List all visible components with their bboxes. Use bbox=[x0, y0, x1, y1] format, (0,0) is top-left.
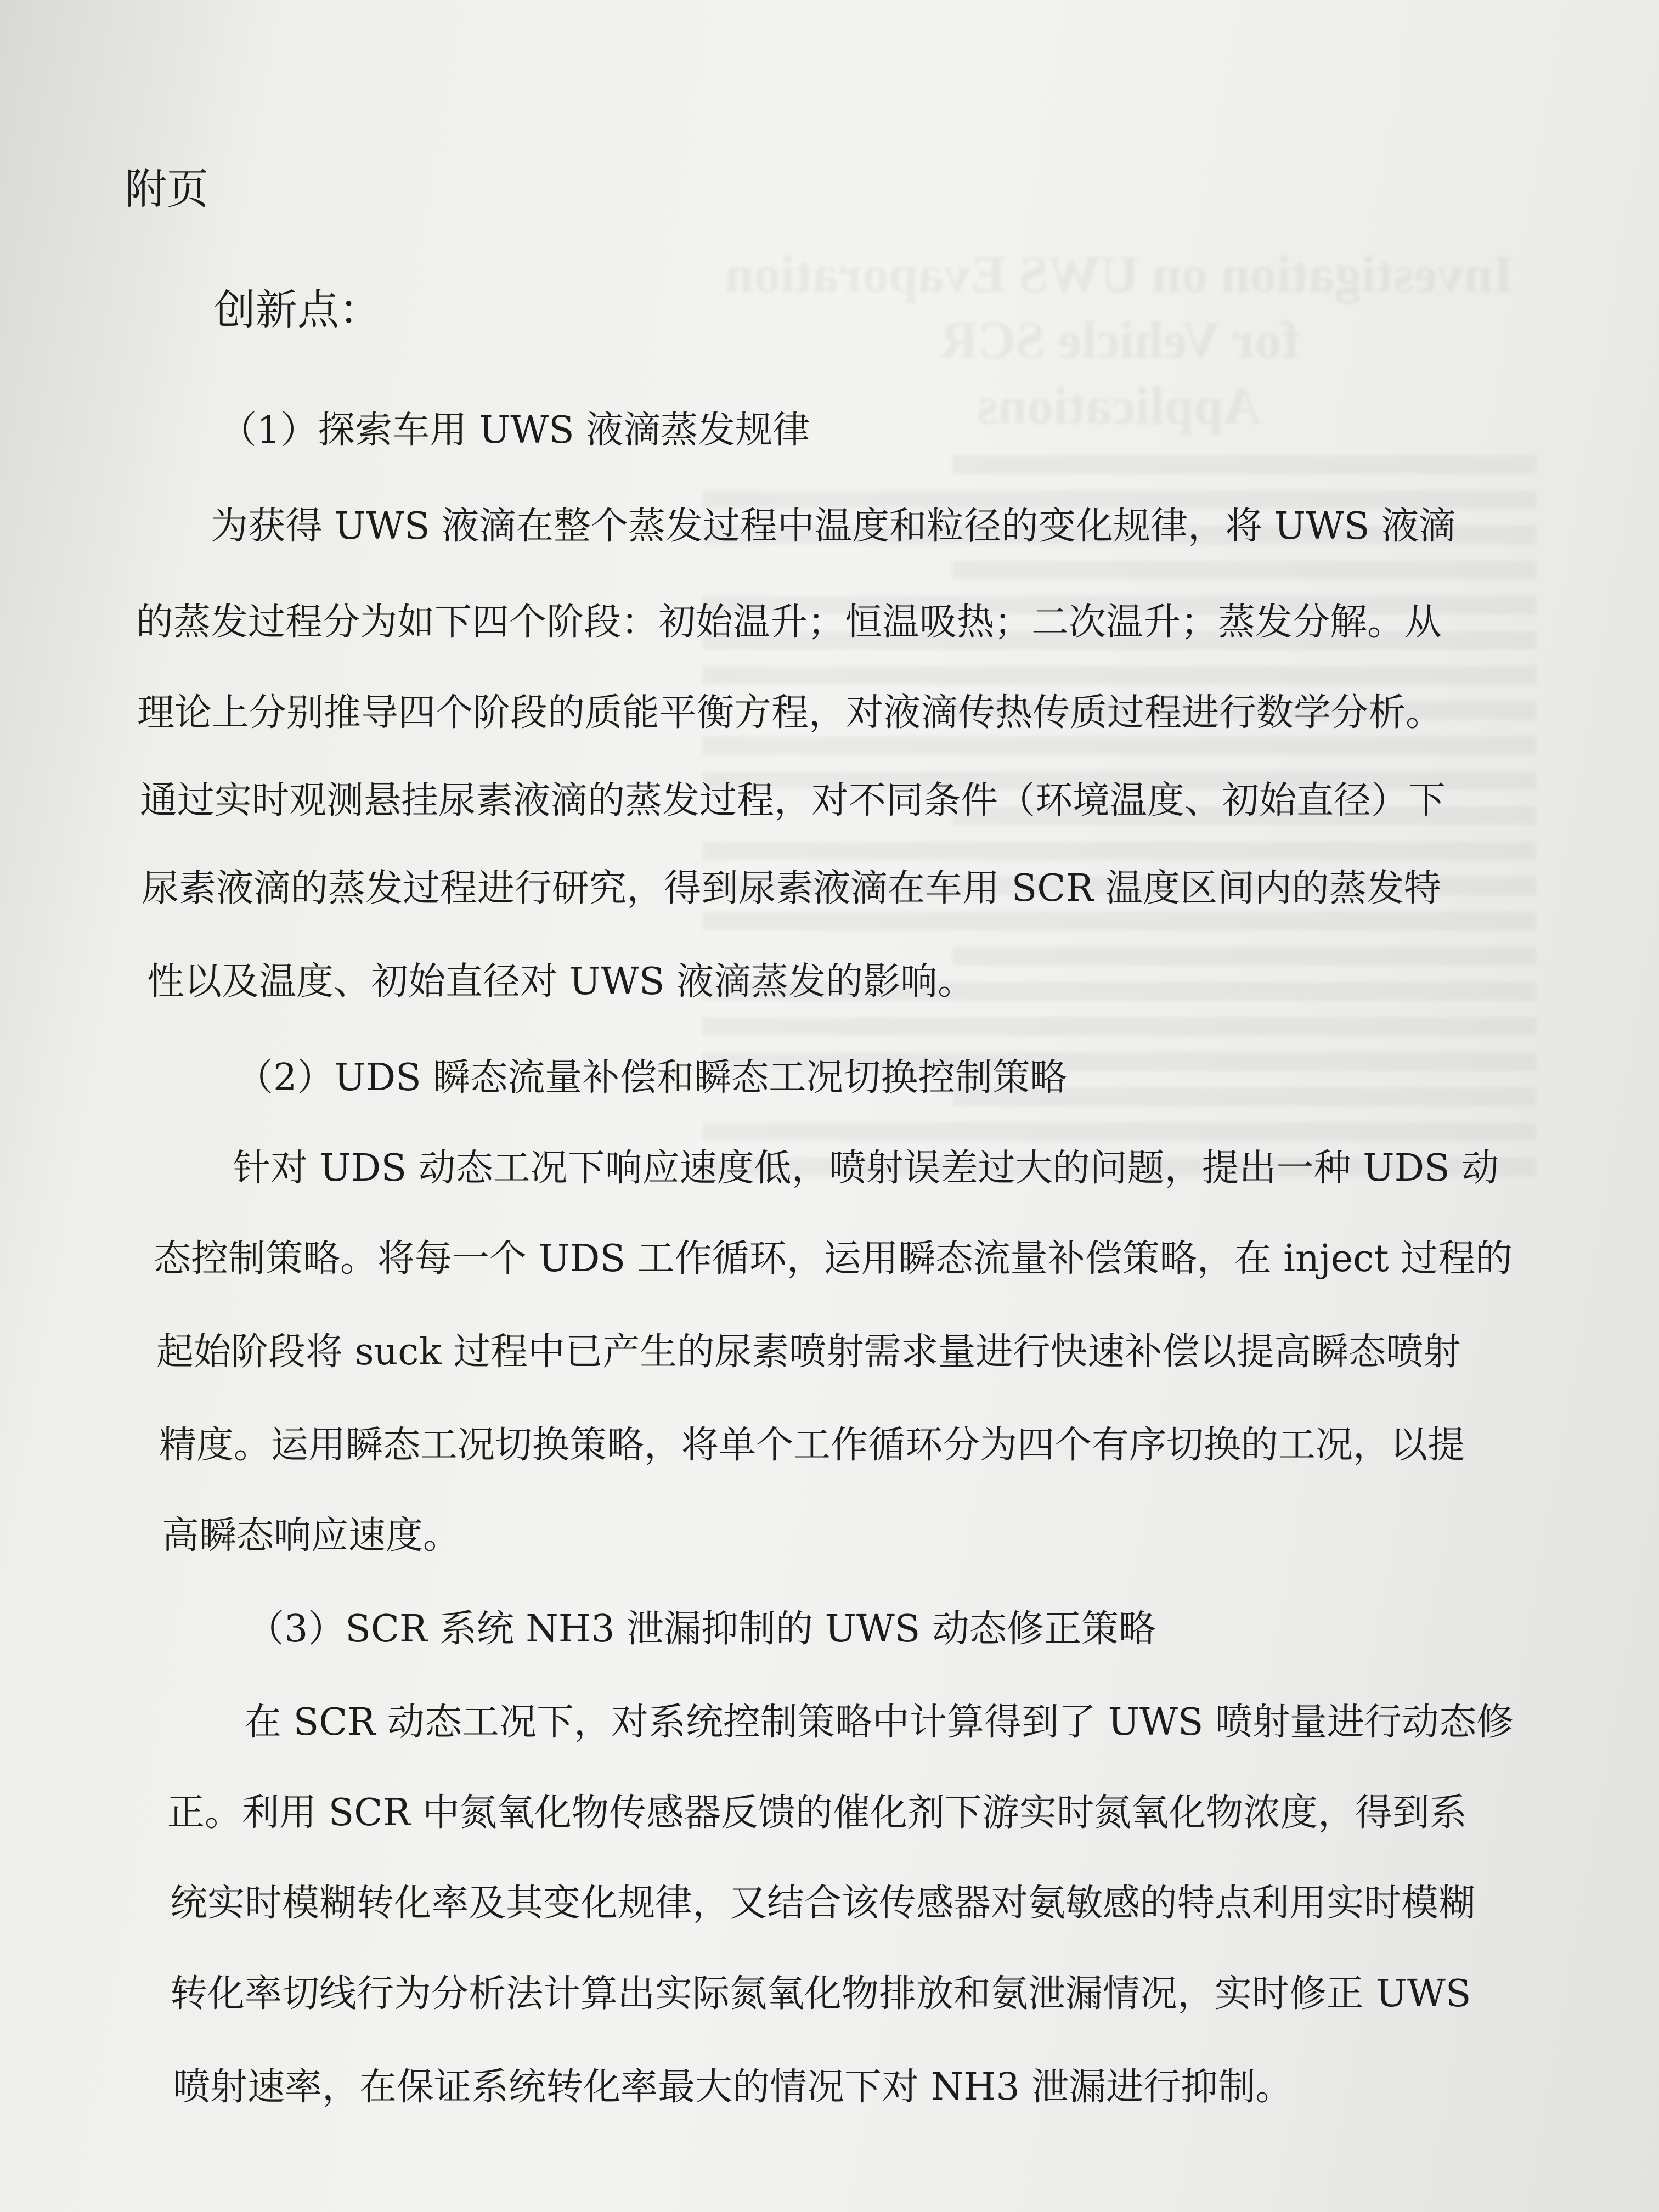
paragraph-line: 为获得 UWS 液滴在整个蒸发过程中温度和粒径的变化规律，将 UWS 液滴 bbox=[211, 505, 1457, 548]
section-title: 创新点： bbox=[214, 285, 381, 334]
show-through-text: Investigation on UWS Evaporation for Vehicle SCR Applications bbox=[702, 241, 1536, 1646]
paragraph-line: 高瞬态响应速度。 bbox=[162, 1514, 461, 1558]
paragraph-line: 态控制策略。将每一个 UDS 工作循环，运用瞬态流量补偿策略，在 inject 过程的 bbox=[154, 1237, 1513, 1280]
item-heading: （3）SCR 系统 NH3 泄漏抑制的 UWS 动态修正策略 bbox=[247, 1607, 1156, 1651]
paragraph-line: 理论上分别推导四个阶段的质能平衡方程，对液滴传热传质过程进行数学分析。 bbox=[137, 691, 1443, 735]
paragraph-line: 通过实时观测悬挂尿素液滴的蒸发过程，对不同条件（环境温度、初始直径）下 bbox=[140, 779, 1446, 822]
item-heading: （1）探索车用 UWS 液滴蒸发规律 bbox=[219, 409, 810, 452]
paragraph-line: 性以及温度、初始直径对 UWS 液滴蒸发的影响。 bbox=[147, 960, 975, 1003]
paragraph-line: 正。利用 SCR 中氮氧化物传感器反馈的催化剂下游实时氮氧化物浓度，得到系 bbox=[167, 1791, 1468, 1835]
paragraph-line: 喷射速率，在保证系统转化率最大的情况下对 NH3 泄漏进行抑制。 bbox=[173, 2066, 1293, 2109]
paragraph-line: 在 SCR 动态工况下，对系统控制策略中计算得到了 UWS 喷射量进行动态修 bbox=[244, 1701, 1514, 1744]
paragraph-line: 转化率切线行为分析法计算出实际氮氧化物排放和氨泄漏情况，实时修正 UWS bbox=[170, 1972, 1471, 2016]
paragraph-line: 尿素液滴的蒸发过程进行研究，得到尿素液滴在车用 SCR 温度区间内的蒸发特 bbox=[142, 867, 1442, 910]
paragraph-line: 精度。运用瞬态工况切换策略，将单个工作循环分为四个有序切换的工况，以提 bbox=[159, 1424, 1465, 1467]
paragraph-line: 的蒸发过程分为如下四个阶段：初始温升；恒温吸热；二次温升；蒸发分解。从 bbox=[136, 601, 1442, 644]
paragraph-line: 统实时模糊转化率及其变化规律，又结合该传感器对氨敏感的特点利用实时模糊 bbox=[170, 1882, 1476, 1925]
paragraph-line: 针对 UDS 动态工况下响应速度低，喷射误差过大的问题，提出一种 UDS 动 bbox=[233, 1147, 1499, 1190]
paragraph-line: 起始阶段将 suck 过程中已产生的尿素喷射需求量进行快速补偿以提高瞬态喷射 bbox=[156, 1330, 1461, 1374]
item-heading: （2）UDS 瞬态流量补偿和瞬态工况切换控制策略 bbox=[236, 1056, 1068, 1099]
page-title: 附页 bbox=[125, 165, 208, 213]
